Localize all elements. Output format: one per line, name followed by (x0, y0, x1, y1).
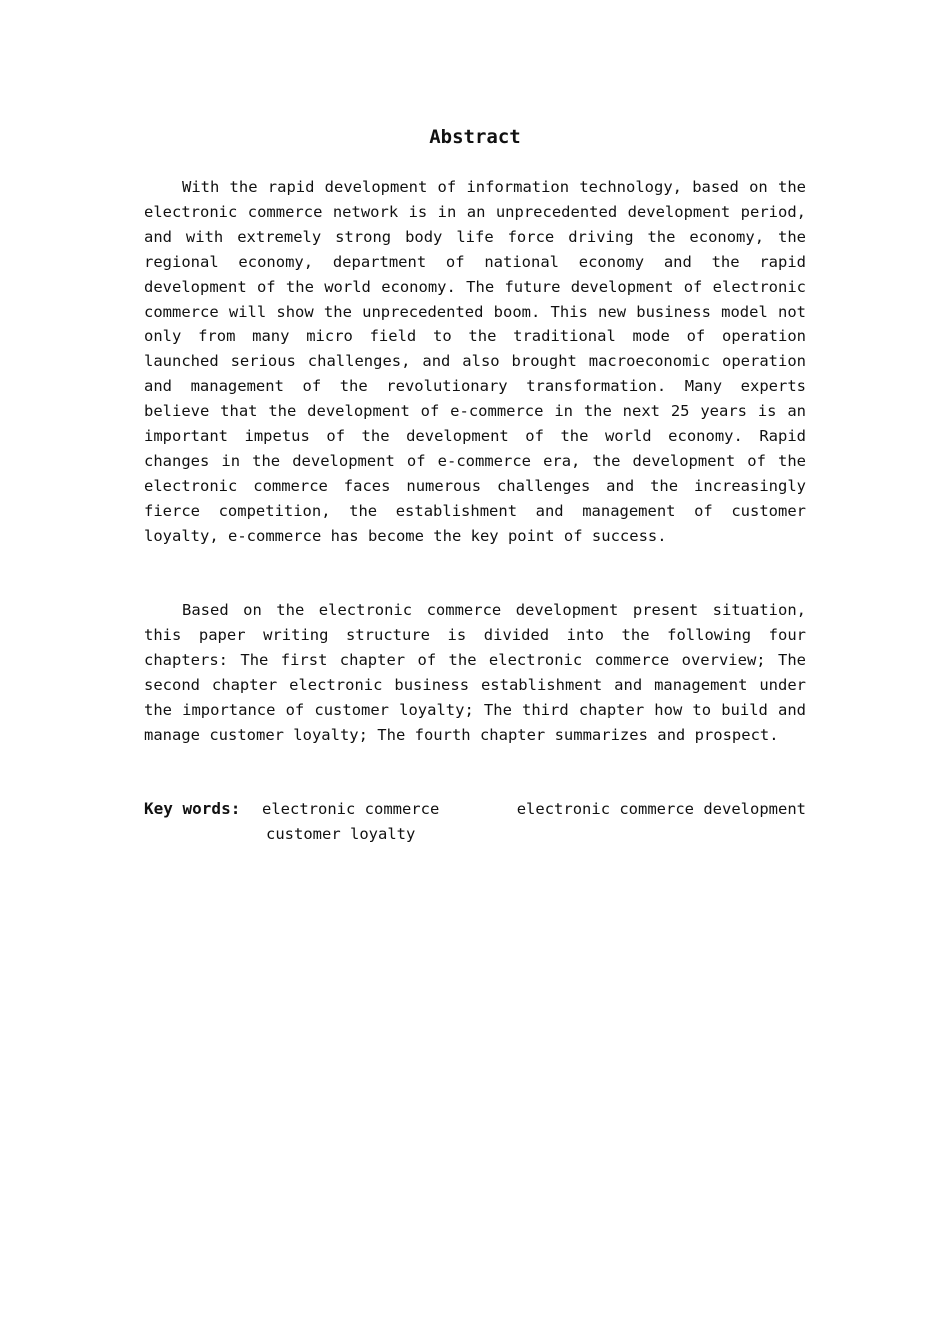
keyword: electronic commerce (262, 800, 440, 818)
page-title: Abstract (429, 126, 521, 148)
keywords-row-1 (262, 797, 806, 822)
abstract-paragraph-1: With the rapid development of information technology, based on the electronic commerce network is in an unprecedented development period, and with extremely strong body life force driving the economy, the regional economy, department of national economy and the rapid development of the world economy. The future development of electronic commerce will show the unprecedented boom. This new business model not only from many micro field to the traditional mode of operation launched serious challenges, and also brought macroeconomic operation and management of the revolutionary transformation. Many experts believe that the development of e-commerce in the next 25 years is an important impetus of the development of the world economy. Rapid changes in the development of e-commerce era, the development of the electronic commerce faces numerous challenges and the increasingly fierce competition, the establishment and management of customer loyalty, e-commerce has become the key point of success. (144, 178, 806, 545)
keywords-list (262, 797, 806, 847)
abstract-paragraph-2: Based on the electronic commerce development present situation, this paper writing structure is divided into the following four chapters: The first chapter of the electronic commerce overview; The second chapter electronic business establishment and management under the importance of customer loyalty; The third chapter how to build and manage customer loyalty; The fourth chapter summarizes and prospect. (144, 601, 806, 744)
keywords-label: Key words: (144, 799, 241, 818)
keywords-row-2 (262, 822, 806, 847)
keyword: electronic commerce development (516, 800, 806, 818)
keyword: customer loyalty (266, 824, 416, 843)
